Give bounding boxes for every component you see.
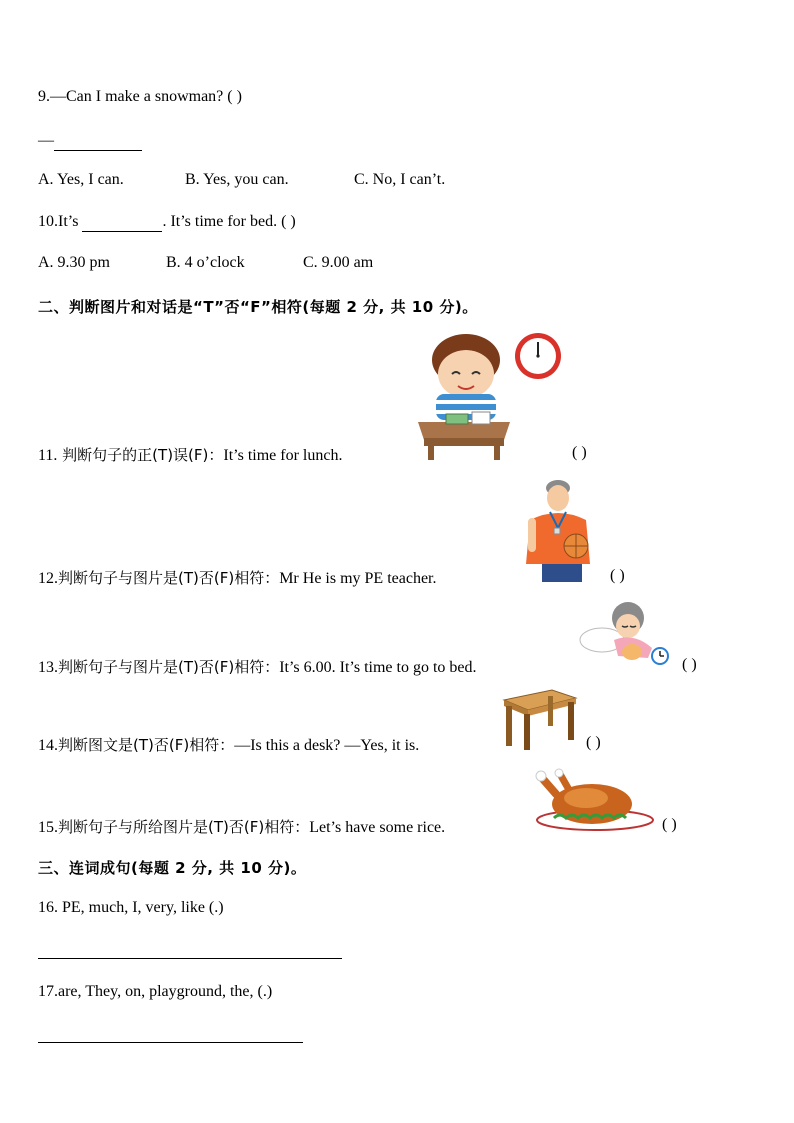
- pe-teacher-image: [520, 478, 600, 584]
- q11-sentence: It’s time for lunch.: [223, 447, 343, 464]
- q17-answer-line[interactable]: [38, 1042, 303, 1043]
- boy-eating-image: [418, 330, 568, 462]
- q14-number: 14.: [38, 737, 58, 754]
- question-14: [38, 734, 419, 755]
- question-10-option-a[interactable]: A. 9.30 pm: [38, 254, 110, 271]
- reply-blank[interactable]: [54, 132, 142, 151]
- q11-number: 11.: [38, 447, 58, 464]
- question-9-option-a[interactable]: A. Yes, I can.: [38, 171, 124, 188]
- question-9-option-b[interactable]: B. Yes, you can.: [185, 171, 289, 188]
- q14-answer-box[interactable]: ( ): [586, 734, 601, 751]
- q15-number: 15.: [38, 819, 58, 836]
- question-12: [38, 567, 437, 588]
- q10-prompt-after: . It’s time for bed. ( ): [162, 213, 296, 230]
- section-2-heading: 二、判断图片和对话是“T”否“F”相符(每题 2 分, 共 10 分)。: [38, 298, 478, 316]
- q10-blank[interactable]: [82, 213, 162, 232]
- question-13: [38, 656, 477, 677]
- q15-answer-box[interactable]: ( ): [662, 816, 677, 833]
- q11-instruction: 判断句子的正(T)误(F)：: [57, 446, 224, 464]
- q13-sentence: It’s 6.00. It’s time to go to bed.: [279, 659, 477, 676]
- question-9-option-c[interactable]: C. No, I can’t.: [354, 171, 446, 188]
- q13-number: 13.: [38, 659, 58, 676]
- q16-answer-line[interactable]: [38, 958, 342, 959]
- q15-instruction: 判断句子与所给图片是(T)否(F)相符：: [58, 818, 310, 836]
- question-9-prompt: 9.—Can I make a snowman? ( ): [38, 88, 242, 105]
- q13-answer-box[interactable]: ( ): [682, 656, 697, 673]
- reply-dash: —: [38, 132, 54, 149]
- q12-instruction: 判断句子与图片是(T)否(F)相符：: [58, 569, 280, 587]
- q13-instruction: 判断句子与图片是(T)否(F)相符：: [58, 658, 280, 676]
- q15-sentence: Let’s have some rice.: [309, 819, 446, 836]
- question-9-reply: [38, 132, 142, 151]
- question-10-option-c[interactable]: C. 9.00 am: [303, 254, 374, 271]
- section-3-heading: 三、连词成句(每题 2 分, 共 10 分)。: [38, 859, 307, 877]
- q12-answer-box[interactable]: ( ): [610, 567, 625, 584]
- roast-chicken-image: [534, 768, 656, 834]
- wooden-table-image: [500, 686, 578, 752]
- question-17: 17.are, They, on, playground, the, (.): [38, 983, 273, 1000]
- q11-answer-box[interactable]: ( ): [572, 444, 587, 461]
- q12-sentence: Mr He is my PE teacher.: [279, 570, 437, 587]
- q14-sentence: —Is this a desk? —Yes, it is.: [234, 737, 420, 754]
- q10-prompt-before: 10.It’s: [38, 213, 83, 230]
- sleeping-girl-image: [578, 596, 672, 668]
- q12-number: 12.: [38, 570, 58, 587]
- question-11: [38, 444, 342, 465]
- question-10-prompt: [38, 213, 296, 232]
- question-10-option-b[interactable]: B. 4 o’clock: [166, 254, 245, 271]
- question-16: 16. PE, much, I, very, like (.): [38, 899, 224, 916]
- q14-instruction: 判断图文是(T)否(F)相符：: [58, 736, 235, 754]
- question-15: [38, 816, 445, 837]
